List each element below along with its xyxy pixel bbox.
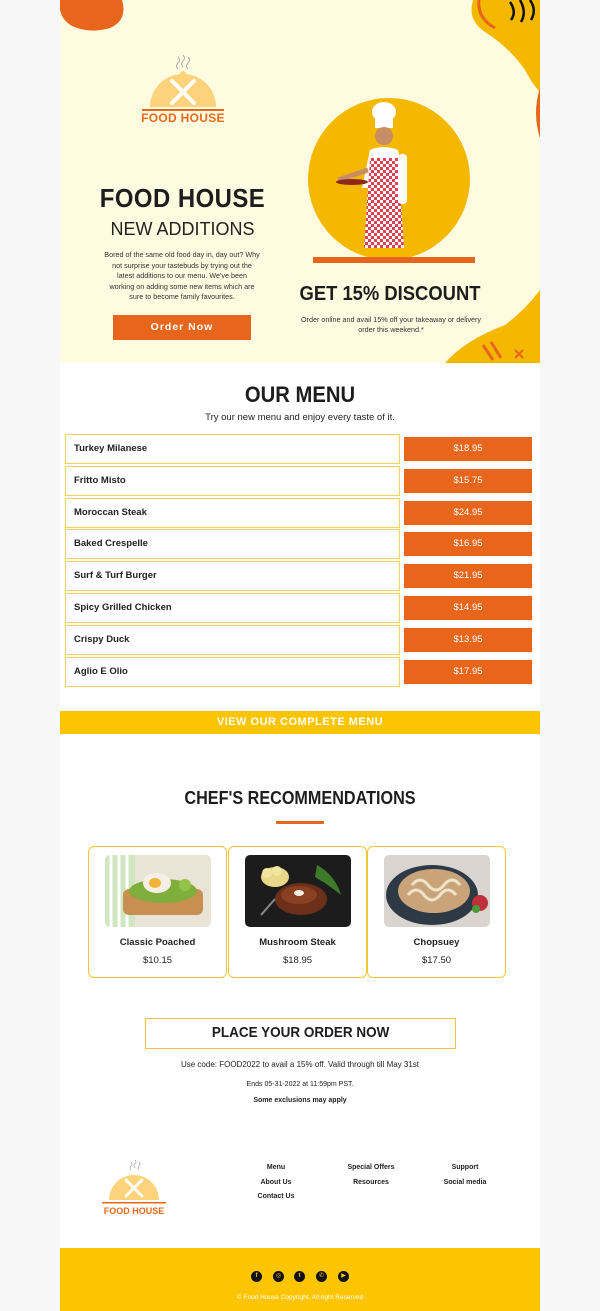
recommendation-name: Classic Poached bbox=[119, 937, 196, 948]
discount-description: Order online and avail 15% off your takeaway or delivery order this weekend.* bbox=[300, 315, 482, 334]
recommendation-card[interactable] bbox=[228, 846, 367, 978]
menu-item-price[interactable]: $17.95 bbox=[404, 660, 532, 684]
recommendation-name: Mushroom Steak bbox=[259, 937, 336, 948]
menu-subtitle: Try our new menu and enjoy every taste of it. bbox=[205, 412, 395, 423]
recommendations-title: CHEF'S RECOMMENDATIONS bbox=[184, 788, 416, 808]
menu-item-price[interactable]: $21.95 bbox=[404, 564, 532, 588]
menu-item bbox=[65, 434, 533, 466]
menu-item-name: Spicy Grilled Chicken bbox=[65, 593, 400, 623]
recommendation-card[interactable] bbox=[367, 846, 506, 978]
email-container bbox=[60, 0, 540, 1311]
hero-section bbox=[60, 0, 540, 363]
menu-item-name: Turkey Milanese bbox=[65, 434, 400, 464]
menu-item bbox=[65, 657, 533, 689]
menu-item bbox=[65, 625, 533, 657]
brand-logo bbox=[138, 55, 228, 130]
logo-text: FOOD HOUSE bbox=[141, 111, 225, 125]
menu-item-price[interactable]: $16.95 bbox=[404, 532, 532, 556]
whatsapp-icon[interactable]: ✆ bbox=[316, 1271, 327, 1282]
menu-item-price[interactable]: $15.75 bbox=[404, 469, 532, 493]
recommendation-price: $10.15 bbox=[142, 955, 173, 966]
view-complete-menu-button[interactable]: VIEW OUR COMPLETE MENU bbox=[60, 711, 540, 734]
place-order-button[interactable] bbox=[145, 1018, 456, 1049]
recommendation-price: $18.95 bbox=[282, 955, 313, 966]
offer-end-date: Ends 05-31-2022 at 11:59pm PST. bbox=[246, 1081, 354, 1088]
chef-image bbox=[308, 98, 470, 260]
title-underline bbox=[276, 821, 324, 824]
chef-stand-bar bbox=[313, 257, 475, 263]
recommendation-price: $17.50 bbox=[421, 955, 452, 966]
menu-item-name: Baked Crespelle bbox=[65, 529, 400, 559]
footer-logo-text: FOOD HOUSE bbox=[103, 1206, 165, 1216]
footer-link-resources[interactable]: Resources bbox=[353, 1178, 389, 1186]
menu-item-name: Surf & Turf Burger bbox=[65, 561, 400, 591]
youtube-icon[interactable]: ▶ bbox=[338, 1271, 349, 1282]
hero-title: FOOD HOUSE bbox=[99, 183, 266, 213]
menu-item-name: Aglio E Olio bbox=[65, 657, 400, 687]
footer-links-col-2 bbox=[326, 1163, 416, 1192]
hero-subtitle: NEW ADDITIONS bbox=[110, 219, 255, 239]
menu-item-price[interactable]: $24.95 bbox=[404, 501, 532, 525]
footer-link-support[interactable]: Support bbox=[451, 1164, 479, 1171]
menu-item bbox=[65, 561, 533, 593]
hero-description: Bored of the same old food day in, day out? Why not surprise your tastebuds by trying out the latest additions to our menu. We've been working on adding some new items which are sure to become family favourites. bbox=[104, 250, 260, 301]
decorative-blob-top-left bbox=[60, 0, 130, 40]
classic-poached-image bbox=[105, 855, 211, 927]
footer-link-contact-us[interactable]: Contact Us bbox=[257, 1193, 295, 1200]
menu-title: OUR MENU bbox=[244, 382, 356, 407]
footer-links-col-3 bbox=[420, 1163, 510, 1192]
footer-link-about-us[interactable]: About Us bbox=[260, 1178, 292, 1186]
promo-code-text: Use code: FOOD2022 to avail a 15% off. Valid through till May 31st bbox=[180, 1060, 420, 1069]
footer-links-col-1 bbox=[231, 1163, 321, 1207]
decorative-blob-top-right bbox=[465, 0, 540, 95]
menu-item-name: Crispy Duck bbox=[65, 625, 400, 655]
order-now-button[interactable]: Order Now bbox=[113, 315, 251, 340]
menu-item bbox=[65, 498, 533, 530]
mushroom-steak-image bbox=[245, 855, 351, 927]
menu-item-price[interactable]: $18.95 bbox=[404, 437, 532, 461]
menu-item bbox=[65, 466, 533, 498]
menu-item-name: Fritto Misto bbox=[65, 466, 400, 496]
footer-link-special-offers[interactable]: Special Offers bbox=[347, 1164, 395, 1171]
facebook-icon[interactable]: f bbox=[251, 1271, 262, 1282]
menu-item-name: Moroccan Steak bbox=[65, 498, 400, 528]
chopsuey-image bbox=[384, 855, 490, 927]
recommendation-card[interactable] bbox=[88, 846, 227, 978]
footer-link-social-media[interactable]: Social media bbox=[443, 1178, 487, 1186]
menu-item-price[interactable]: $14.95 bbox=[404, 596, 532, 620]
menu-item-price[interactable]: $13.95 bbox=[404, 628, 532, 652]
menu-list bbox=[65, 434, 533, 688]
decorative-blob-right bbox=[532, 88, 540, 138]
discount-title: GET 15% DISCOUNT bbox=[299, 283, 481, 305]
twitter-icon[interactable]: t bbox=[294, 1271, 305, 1282]
recommendation-name: Chopsuey bbox=[413, 937, 460, 948]
exclusions-note: Some exclusions may apply bbox=[253, 1097, 347, 1104]
footer-bar bbox=[60, 1248, 540, 1311]
footer-link-menu[interactable]: Menu bbox=[266, 1164, 286, 1171]
menu-item bbox=[65, 529, 533, 561]
copyright-text: © Food House Copyright. All right Reserved bbox=[236, 1294, 364, 1301]
footer-logo[interactable] bbox=[100, 1160, 168, 1218]
place-order-label: PLACE YOUR ORDER NOW bbox=[211, 1024, 390, 1041]
instagram-icon[interactable]: ◎ bbox=[273, 1271, 284, 1282]
menu-item bbox=[65, 593, 533, 625]
cloche-icon bbox=[100, 1160, 168, 1210]
